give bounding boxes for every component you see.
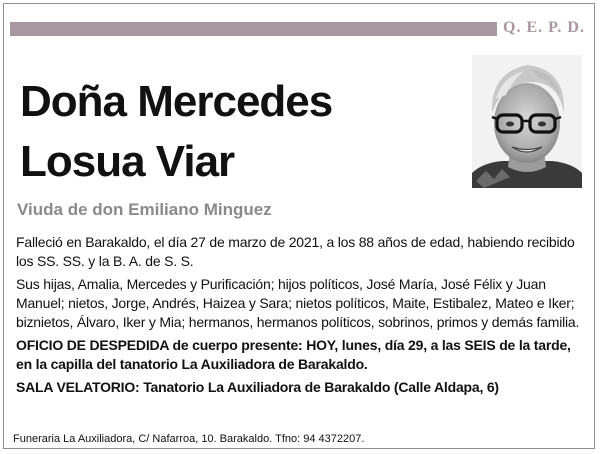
funeral-service-info: OFICIO DE DESPEDIDA de cuerpo presente: HOY, lunes, día 29, a las SEIS de la tarde, en la capilla del tanatorio La Auxiliadora de Barakaldo. <box>16 337 571 372</box>
deceased-name-line1: Doña Mercedes <box>20 77 333 126</box>
portrait-photo-icon <box>472 55 582 188</box>
notice-body <box>16 233 582 401</box>
wake-room-info: SALA VELATORIO: Tanatorio La Auxiliadora de Barakaldo (Calle Aldapa, 6) <box>16 379 499 395</box>
funeral-home-footer: Funeraria La Auxiliadora, C/ Nafarroa, 10. Barakaldo. Tfno: 94 4372207. <box>13 433 365 445</box>
portrait-photo <box>472 55 582 188</box>
header-bar <box>10 22 497 36</box>
widow-of-line: Viuda de don Emiliano Minguez <box>17 200 272 219</box>
death-announcement: Falleció en Barakaldo, el día 27 de marzo de 2021, a los 88 años de edad, habiendo recibido los SS. SS. y la B. A. de S. S. <box>16 234 575 269</box>
family-list: Sus hijas, Amalia, Mercedes y Purificación; hijos políticos, José María, José Félix y Juan Manuel; nietos, Jorge, Andrés, Haizea y Sara; nietos políticos, Maite, Estibalez, Mateo e Iker; biznietos, Álvaro, Iker y Mia; hermanos, hermanos políticos, sobrinos, primos y demás familia. <box>16 276 580 330</box>
qepd-heading: Q. E. P. D. <box>503 19 585 36</box>
deceased-name-line2: Losua Viar <box>20 137 235 186</box>
